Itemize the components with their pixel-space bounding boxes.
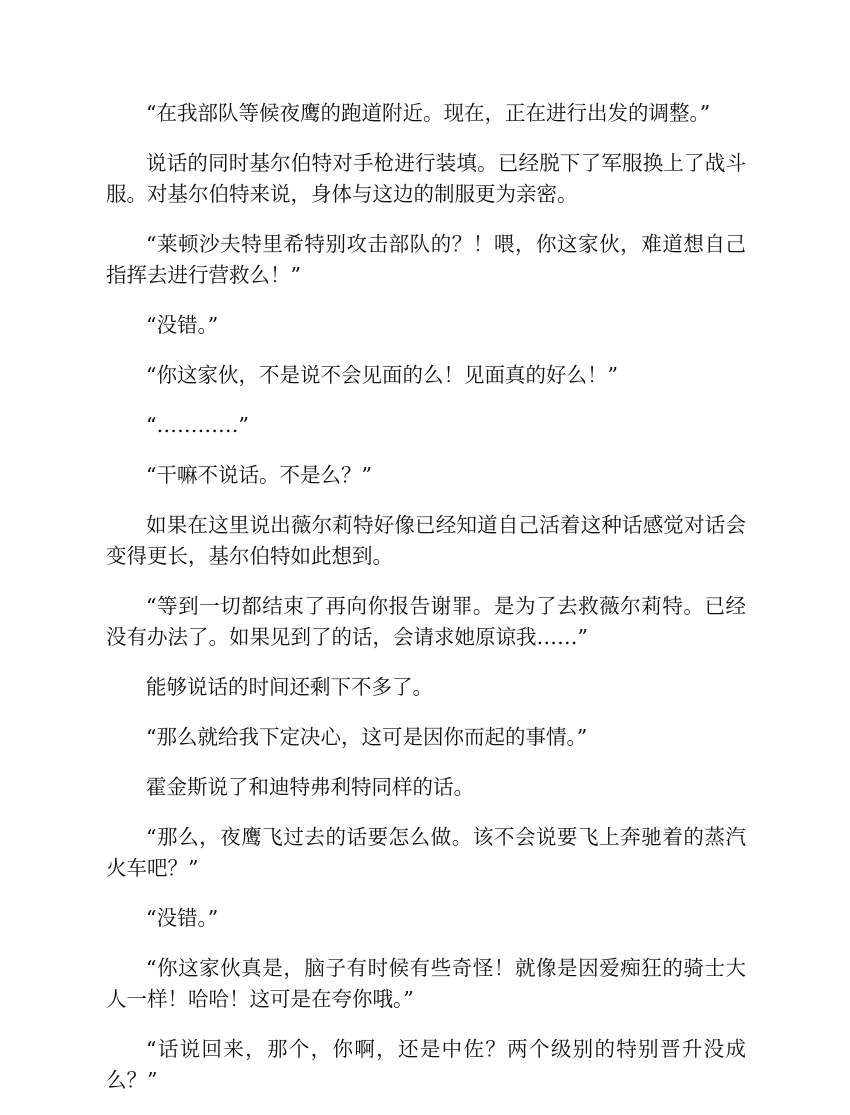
- paragraph: “…………”: [146, 413, 249, 437]
- paragraph: 霍金斯说了和迪特弗利特同样的话。: [146, 775, 474, 799]
- paragraph: “那么就给我下定决心，这可是因你而起的事情。”: [146, 725, 588, 749]
- paragraph: “莱顿沙夫特里希特别攻击部队的？！喂，你这家伙，难道想自己指挥去进行营救么！”: [106, 232, 746, 287]
- paragraph: “你这家伙，不是说不会见面的么！见面真的好么！”: [146, 363, 618, 387]
- paragraph: “在我部队等候夜鹰的跑道附近。现在，正在进行出发的调整。”: [146, 101, 711, 125]
- paragraph: “等到一切都结束了再向你报告谢罪。是为了去救薇尔莉特。已经没有办法了。如果见到了的话，会请求她原谅我……”: [106, 594, 746, 649]
- paragraph: 能够说话的时间还剩下不多了。: [146, 675, 433, 699]
- paragraph: “没错。”: [146, 313, 219, 337]
- paragraph: “没错。”: [146, 906, 219, 930]
- paragraph: “那么，夜鹰飞过去的话要怎么做。该不会说要飞上奔驰着的蒸汽火车吧？”: [106, 825, 746, 880]
- paragraph: “话说回来，那个，你啊，还是中佐？两个级别的特别晋升没成么？”: [106, 1037, 746, 1092]
- paragraph: 说话的同时基尔伯特对手枪进行装填。已经脱下了军服换上了战斗服。对基尔伯特来说，身体与这边的制服更为亲密。: [106, 151, 746, 206]
- paragraph: 如果在这里说出薇尔莉特好像已经知道自己活着这种话感觉对话会变得更长，基尔伯特如此想到。: [106, 513, 746, 568]
- paragraph: “你这家伙真是，脑子有时候有些奇怪！就像是因爱痴狂的骑士大人一样！哈哈！这可是在夸你哦。”: [106, 956, 746, 1011]
- body-text: [106, 98, 746, 1115]
- paragraph: “干嘛不说话。不是么？”: [146, 463, 372, 487]
